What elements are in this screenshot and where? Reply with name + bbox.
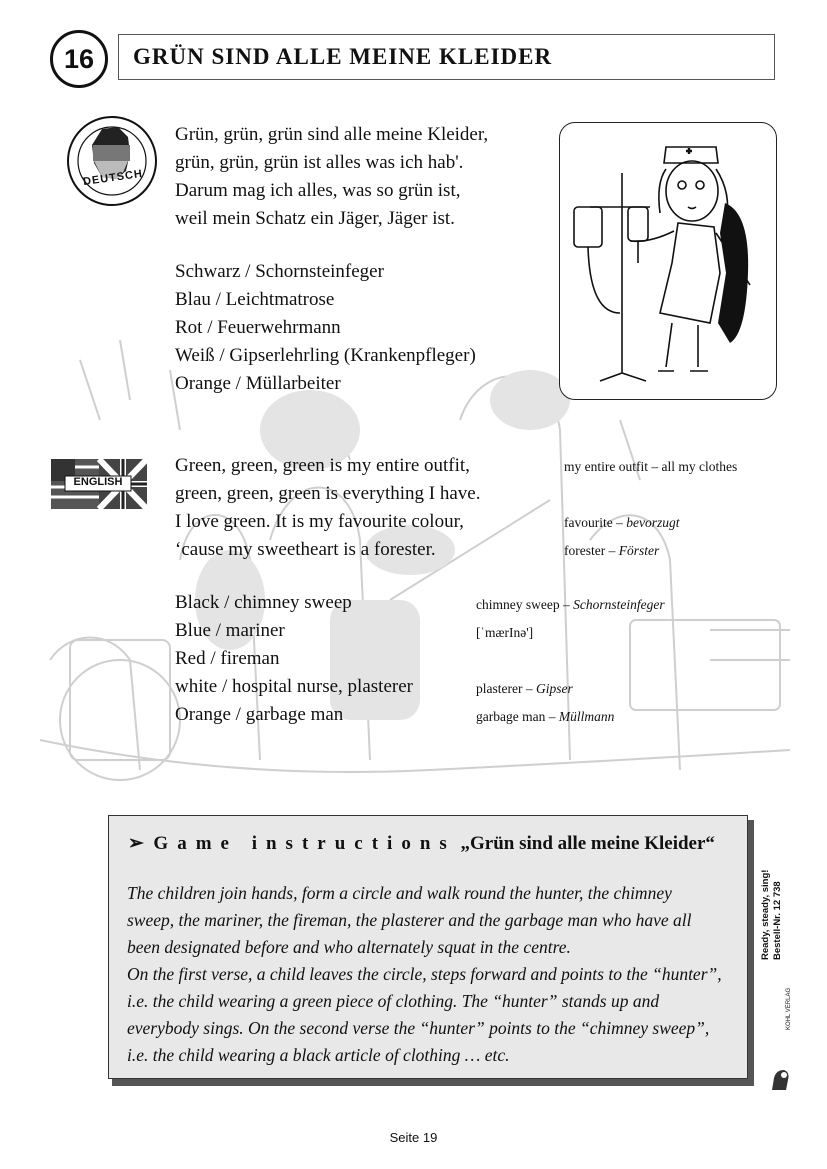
english-verse	[175, 452, 480, 564]
instructions-heading	[128, 832, 715, 855]
gloss-term: my entire outfit – all my clothes	[564, 459, 738, 474]
pair-gloss-0	[476, 597, 665, 613]
deutsch-label: DEUTSCH	[82, 167, 144, 189]
verse-gloss-2	[564, 515, 679, 531]
german-verse-line: Grün, grün, grün sind alle meine Kleider,	[175, 124, 489, 145]
english-verse-line: green, green, green is everything I have.	[175, 483, 481, 504]
gloss-translation: Müllmann	[558, 709, 615, 724]
english-label: ENGLISH	[73, 476, 123, 488]
english-pair: Red / fireman	[175, 648, 280, 669]
english-verse-line: I love green. It is my favourite colour,	[175, 511, 464, 532]
nurse-illustration-frame	[559, 122, 777, 400]
instructions-heading-label: Game instructions	[153, 833, 456, 854]
verse-gloss-3	[564, 543, 659, 559]
gloss-term: favourite –	[564, 515, 627, 530]
instructions-line: everybody sings. On the second verse the “hunter” points to the “chimney sweep”,	[127, 1018, 710, 1038]
english-pair: Orange / garbage man	[175, 704, 344, 725]
gloss-translation: bevorzugt	[626, 515, 680, 530]
german-pair: Blau / Leichtmatrose	[175, 289, 335, 310]
german-verse-line: grün, grün, grün ist alles was ich hab'.	[175, 152, 464, 173]
instructions-line: been designated before and who alternately squat in the centre.	[127, 937, 571, 957]
lesson-number: 16	[63, 43, 95, 74]
pair-gloss-1	[476, 625, 533, 641]
gloss-term: garbage man –	[476, 709, 559, 724]
phonetic-transcription: [ˈmærInə']	[476, 625, 534, 640]
publisher-logo-icon	[768, 1066, 792, 1092]
page-title-box	[118, 34, 775, 80]
english-verse-line: ‘cause my sweetheart is a forester.	[175, 539, 436, 560]
gloss-translation: Gipser	[535, 681, 573, 696]
instructions-line: sweep, the mariner, the fireman, the plasterer and the garbage man who have all	[127, 910, 692, 930]
english-pair: Black / chimney sweep	[175, 592, 352, 613]
instructions-line: i.e. the child wearing a green piece of clothing. The “hunter” stands up and	[127, 991, 660, 1011]
page-title: GRÜN SIND ALLE MEINE KLEIDER	[133, 44, 553, 69]
pair-gloss-4	[476, 709, 614, 725]
gloss-translation: Schornsteinfeger	[573, 597, 665, 612]
page-number: Seite 19	[389, 1130, 438, 1145]
english-pair: Blue / mariner	[175, 620, 285, 641]
lesson-number-badge	[50, 30, 108, 88]
german-verse-line: Darum mag ich alles, was so grün ist,	[175, 180, 461, 201]
english-pairs	[175, 589, 413, 729]
side-note-line: Bestell-Nr. 12 738	[772, 881, 783, 960]
instructions-heading-title: „Grün sind alle meine Kleider“	[460, 833, 715, 854]
gloss-translation: Förster	[618, 543, 660, 558]
german-pairs	[175, 258, 476, 398]
german-pair: Weiß / Gipserlehrling (Krankenpfleger)	[175, 345, 476, 366]
english-pair: white / hospital nurse, plasterer	[175, 676, 413, 697]
side-note-line: Ready, steady, sing!	[760, 869, 771, 960]
instructions-line: i.e. the child wearing a black article of clothing … etc.	[127, 1045, 510, 1065]
deutsch-badge-icon	[66, 115, 158, 207]
instructions-line: The children join hands, form a circle and walk round the hunter, the chimney	[127, 883, 672, 903]
publisher-label: KOHL VERLAG	[786, 987, 792, 1030]
instructions-body	[127, 880, 737, 1069]
gloss-term: forester –	[564, 543, 619, 558]
gloss-term: chimney sweep –	[476, 597, 574, 612]
instructions-line: On the first verse, a child leaves the circle, steps forward and points to the “hunter”,	[127, 964, 722, 984]
nurse-illustration	[560, 123, 776, 399]
side-note	[760, 840, 800, 960]
german-pair: Orange / Müllarbeiter	[175, 373, 341, 394]
verse-gloss-0	[564, 459, 737, 475]
gloss-term: plasterer –	[476, 681, 536, 696]
english-verse-line: Green, green, green is my entire outfit,	[175, 455, 470, 476]
german-verse-line: weil mein Schatz ein Jäger, Jäger ist.	[175, 208, 455, 229]
german-pair: Rot / Feuerwehrmann	[175, 317, 341, 338]
bullet-arrow-icon: ➢	[128, 833, 144, 854]
pair-gloss-3	[476, 681, 573, 697]
german-verse	[175, 121, 488, 233]
german-pair: Schwarz / Schornsteinfeger	[175, 261, 384, 282]
